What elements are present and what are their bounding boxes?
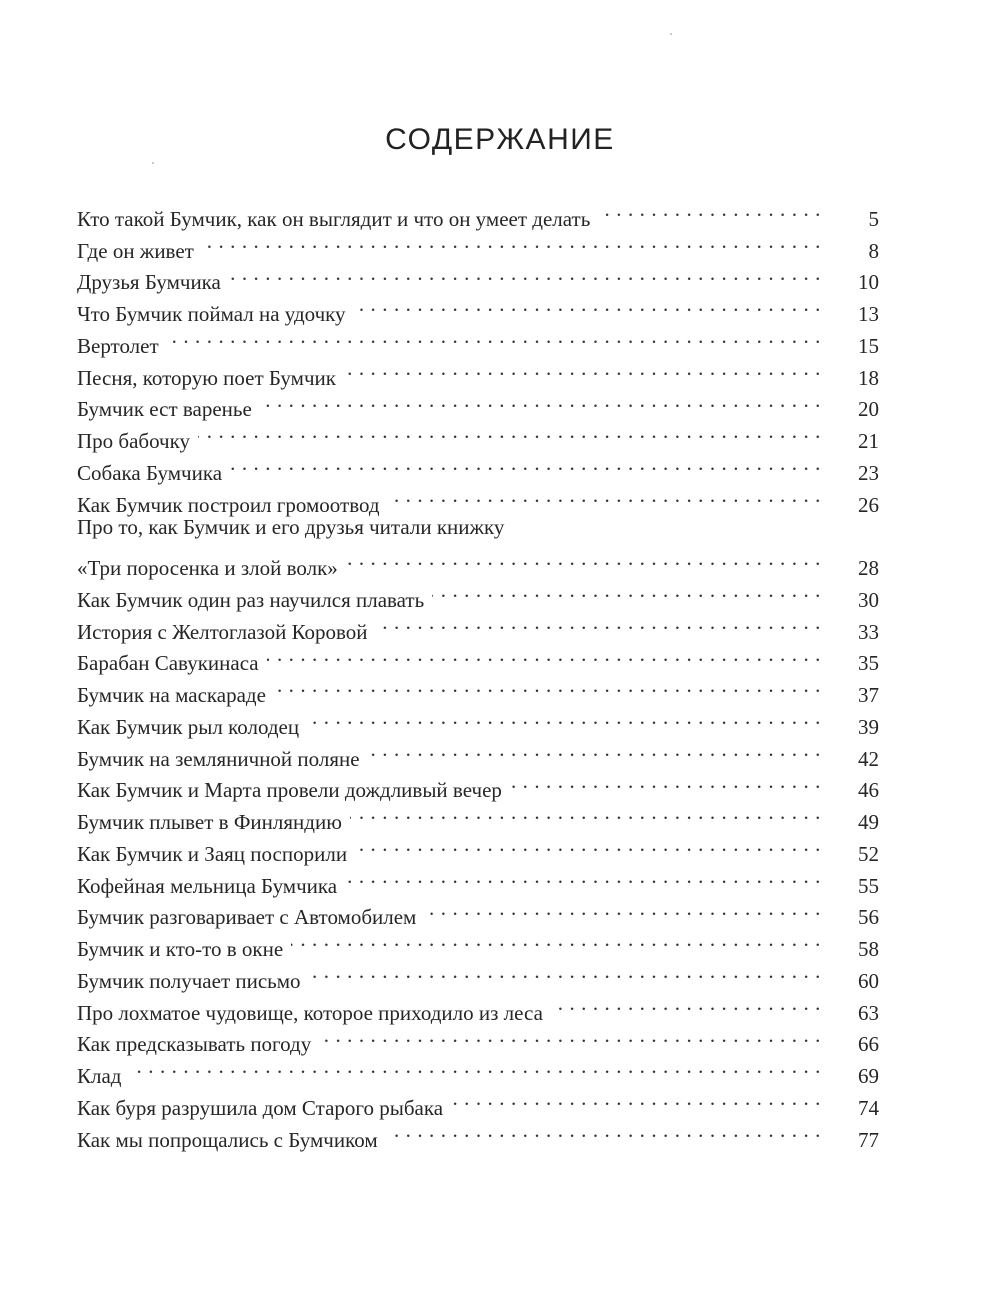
toc-entry-page: 42 (858, 746, 879, 771)
dot-leader (167, 321, 821, 353)
dot-leader (510, 766, 821, 798)
toc-entry-page: 74 (858, 1095, 879, 1120)
toc-entry-title: Как Бумчик построил громоотвод (77, 492, 380, 517)
toc-entry-title: Песня, которую поет Бумчик (77, 365, 336, 390)
toc-entry[interactable] (77, 1083, 879, 1120)
toc-entry-title: Бумчик ест варенье (77, 397, 252, 422)
toc-entry-title: Как предсказывать погоду (77, 1032, 312, 1057)
toc-entry-title: Бумчик и кто-то в окне (77, 937, 284, 961)
toc-entry-page: 69 (858, 1064, 879, 1088)
toc-entry-title: История с Желтоглазой Коровой (77, 619, 368, 644)
dot-leader (267, 639, 821, 671)
toc-entry-page: 15 (858, 333, 879, 358)
toc-entry-page: 66 (858, 1032, 879, 1057)
toc-entry-page: 33 (858, 619, 879, 644)
toc-entry-page: 58 (858, 937, 879, 961)
toc-entry-title: Про бабочку (77, 429, 191, 453)
dot-leader (551, 988, 821, 1020)
toc-entry-first-line[interactable] (77, 512, 879, 544)
toc-entry-page: 8 (868, 238, 879, 263)
dot-leader (368, 734, 821, 766)
toc-entry[interactable] (77, 258, 879, 295)
toc-entry-page: 18 (858, 365, 879, 390)
dot-leader (386, 1115, 821, 1147)
toc-entry[interactable] (77, 353, 879, 390)
toc-entry-title: Про лохматое чудовище, которое приходило из леса (77, 1000, 543, 1025)
toc-entry-page: 28 (858, 556, 879, 580)
dot-leader (376, 607, 821, 639)
dot-leader (274, 670, 821, 702)
toc-entry-title: Как буря разрушила дом Старого рыбака (77, 1095, 444, 1120)
toc-entry-page: 13 (858, 302, 879, 326)
toc-entry-title: Где он живет (77, 238, 194, 263)
toc-entry-page: 23 (858, 460, 879, 485)
toc-entry-page: 10 (858, 270, 879, 295)
dot-leader (260, 385, 821, 417)
dot-leader (350, 797, 821, 829)
paper-speck (152, 162, 154, 164)
toc-entry-title: «Три поросенка и злой волк» (77, 556, 338, 580)
toc-entry-title: Собака Бумчика (77, 460, 223, 485)
toc-entry-page: 26 (858, 492, 879, 517)
toc-entry-page: 30 (858, 587, 879, 612)
dot-leader (355, 829, 821, 861)
toc-entry[interactable] (77, 1051, 879, 1088)
toc-entry-page: 56 (858, 905, 879, 930)
toc-entry-title: Друзья Бумчика (77, 270, 221, 295)
toc-entry-page: 35 (858, 651, 879, 676)
toc-entry-title: Кто такой Бумчик, как он выглядит и что он умеет делать (77, 206, 591, 231)
dot-leader (451, 1083, 821, 1115)
toc-entry-title: Бумчик на маскараде (77, 683, 266, 707)
toc-entry-page: 5 (868, 206, 879, 231)
paper-speck (670, 33, 672, 35)
toc-entry-title: Бумчик разговаривает с Автомобилем (77, 905, 417, 930)
dot-leader (319, 1020, 821, 1052)
toc-entry-title: Вертолет (77, 333, 159, 358)
toc-entry-page: 63 (858, 1000, 879, 1025)
dot-leader (345, 861, 821, 893)
dot-leader (432, 575, 821, 607)
toc-entry-page: 37 (858, 683, 879, 707)
toc-entry-page: 60 (858, 968, 879, 993)
toc-entry-title: Барабан Савукинаса (77, 651, 259, 676)
dot-leader (130, 1051, 822, 1083)
table-of-contents (77, 194, 879, 1152)
toc-entry-title: Бумчик на земляничной поляне (77, 746, 360, 771)
toc-entry-title: Что Бумчик поймал на удочку (77, 302, 346, 326)
toc-entry-title: Бумчик плывет в Финляндию (77, 810, 342, 834)
toc-entry[interactable] (77, 448, 879, 485)
dot-leader (307, 702, 821, 734)
toc-entry-page: 46 (858, 778, 879, 803)
dot-leader (229, 258, 821, 290)
toc-entry-title: Как Бумчик один раз научился плавать (77, 587, 425, 612)
dot-leader (230, 448, 821, 480)
toc-entry-page: 55 (858, 873, 879, 898)
toc-entry-title: Как Бумчик и Заяц поспорили (77, 841, 348, 866)
toc-entry-page: 39 (858, 714, 879, 739)
dot-leader (198, 416, 821, 448)
toc-entry[interactable] (77, 321, 879, 358)
dot-leader (202, 226, 821, 258)
dot-leader (424, 893, 821, 925)
toc-entry-title-line1: Про то, как Бумчик и его друзья читали книжку (77, 514, 505, 539)
toc-entry-title: Как Бумчик рыл колодец (77, 714, 300, 739)
toc-entry-page: 20 (858, 397, 879, 422)
toc-entry[interactable] (77, 543, 879, 580)
toc-entry-title: Клад (77, 1064, 122, 1088)
toc-entry-title: Бумчик получает письмо (77, 968, 301, 993)
dot-leader (598, 194, 821, 226)
toc-entry-title: Как Бумчик и Марта провели дождливый вечер (77, 778, 502, 803)
toc-entry[interactable] (77, 416, 879, 453)
toc-entry-page: 21 (858, 429, 879, 453)
page-title: СОДЕРЖАНИЕ (385, 123, 615, 157)
dot-leader (291, 924, 821, 956)
toc-entry-page: 52 (858, 841, 879, 866)
dot-leader (344, 353, 821, 385)
toc-entry-title: Как мы попрощались с Бумчиком (77, 1127, 378, 1152)
dot-leader (309, 956, 821, 988)
toc-entry[interactable] (77, 194, 879, 231)
toc-entry-page: 77 (858, 1127, 879, 1152)
dot-leader (388, 480, 821, 512)
dot-leader (346, 543, 821, 575)
toc-entry-title: Кофейная мельница Бумчика (77, 873, 338, 898)
toc-entry-page: 49 (858, 810, 879, 834)
dot-leader (354, 289, 821, 321)
